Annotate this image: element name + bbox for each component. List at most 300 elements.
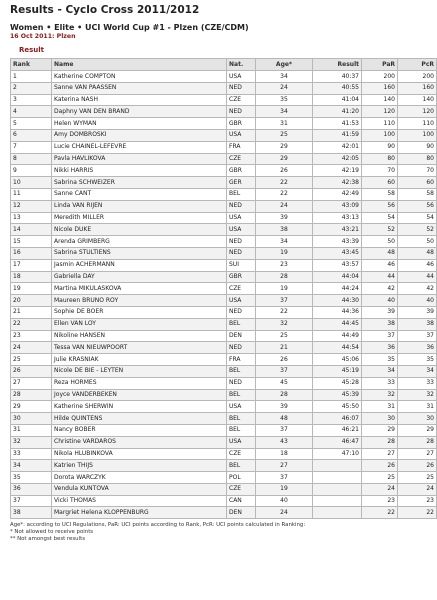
page-title: Results - Cyclo Cross 2011/2012 — [10, 4, 200, 16]
cell-pcr: 50 — [398, 236, 437, 248]
cell-rank: 34 — [11, 460, 52, 472]
col-header-rank: Rank — [11, 59, 52, 71]
cell-pcr: 25 — [398, 472, 437, 484]
cell-age: 37 — [256, 472, 313, 484]
cell-nat: NED — [227, 342, 256, 354]
cell-result: 43:39 — [313, 236, 362, 248]
cell-rank: 25 — [11, 354, 52, 366]
table-row — [11, 389, 437, 401]
cell-result: 41:59 — [313, 129, 362, 141]
cell-rank: 13 — [11, 212, 52, 224]
cell-name: Sabrina SCHWEIZER — [52, 177, 227, 189]
cell-name: Katrien THIJS — [52, 460, 227, 472]
cell-age: 35 — [256, 94, 313, 106]
cell-nat: GBR — [227, 165, 256, 177]
cell-pcr: 36 — [398, 342, 437, 354]
cell-pcr: 31 — [398, 401, 437, 413]
footnote-not-amongst-best: ** Not amongst best results — [10, 536, 86, 543]
cell-pcr: 32 — [398, 389, 437, 401]
cell-par: 39 — [362, 306, 398, 318]
cell-name: Katherine SHERWIN — [52, 401, 227, 413]
cell-age: 40 — [256, 495, 313, 507]
cell-par: 200 — [362, 71, 398, 83]
cell-pcr: 120 — [398, 106, 437, 118]
cell-pcr: 90 — [398, 141, 437, 153]
cell-pcr: 200 — [398, 71, 437, 83]
cell-age: 21 — [256, 342, 313, 354]
table-row — [11, 259, 437, 271]
cell-par: 29 — [362, 424, 398, 436]
cell-rank: 7 — [11, 141, 52, 153]
cell-name: Sanne VAN PAASSEN — [52, 82, 227, 94]
cell-par: 44 — [362, 271, 398, 283]
col-header-age: Age* — [256, 59, 313, 71]
table-row — [11, 413, 437, 425]
cell-rank: 15 — [11, 236, 52, 248]
cell-age: 34 — [256, 71, 313, 83]
cell-name: Lucie CHAINEL-LEFEVRE — [52, 141, 227, 153]
cell-nat: NED — [227, 82, 256, 94]
cell-rank: 29 — [11, 401, 52, 413]
cell-pcr: 100 — [398, 129, 437, 141]
event-date: 16 Oct 2011: Plzen — [10, 33, 76, 40]
cell-rank: 23 — [11, 330, 52, 342]
cell-nat: NED — [227, 236, 256, 248]
cell-nat: NED — [227, 377, 256, 389]
cell-pcr: 26 — [398, 460, 437, 472]
cell-name: Margriet Helena KLOPPENBURG — [52, 507, 227, 519]
col-header-result: Result — [313, 59, 362, 71]
cell-name: Ellen VAN LOY — [52, 318, 227, 330]
cell-pcr: 48 — [398, 247, 437, 259]
cell-nat: NED — [227, 200, 256, 212]
cell-age: 43 — [256, 436, 313, 448]
cell-rank: 12 — [11, 200, 52, 212]
table-row — [11, 306, 437, 318]
table-row — [11, 153, 437, 165]
cell-result: 42:19 — [313, 165, 362, 177]
cell-result: 45:06 — [313, 354, 362, 366]
event-subtitle: Women • Elite • UCI World Cup #1 - Plzen (CZE/CDM) — [10, 23, 249, 32]
cell-nat: BEL — [227, 188, 256, 200]
col-header-name: Name — [52, 59, 227, 71]
cell-rank: 5 — [11, 118, 52, 130]
cell-name: Nicole DE BIE - LEYTEN — [52, 365, 227, 377]
cell-rank: 37 — [11, 495, 52, 507]
cell-rank: 18 — [11, 271, 52, 283]
cell-rank: 22 — [11, 318, 52, 330]
table-row — [11, 212, 437, 224]
table-row — [11, 495, 437, 507]
cell-result: 44:04 — [313, 271, 362, 283]
cell-age: 26 — [256, 354, 313, 366]
col-header-nat: Nat. — [227, 59, 256, 71]
table-row — [11, 94, 437, 106]
table-header-row — [11, 59, 437, 71]
cell-age: 28 — [256, 389, 313, 401]
cell-result: 44:54 — [313, 342, 362, 354]
cell-rank: 10 — [11, 177, 52, 189]
cell-nat: DEN — [227, 507, 256, 519]
cell-age: 38 — [256, 224, 313, 236]
cell-result: 44:45 — [313, 318, 362, 330]
cell-nat: DEN — [227, 330, 256, 342]
cell-age: 25 — [256, 330, 313, 342]
cell-pcr: 140 — [398, 94, 437, 106]
table-row — [11, 365, 437, 377]
cell-name: Katerina NASH — [52, 94, 227, 106]
cell-par: 27 — [362, 448, 398, 460]
cell-age: 29 — [256, 141, 313, 153]
cell-name: Dorota WARCZYK — [52, 472, 227, 484]
cell-pcr: 24 — [398, 483, 437, 495]
cell-pcr: 22 — [398, 507, 437, 519]
table-row — [11, 342, 437, 354]
cell-pcr: 44 — [398, 271, 437, 283]
cell-pcr: 27 — [398, 448, 437, 460]
cell-rank: 27 — [11, 377, 52, 389]
cell-nat: FRA — [227, 354, 256, 366]
cell-age: 28 — [256, 271, 313, 283]
cell-rank: 16 — [11, 247, 52, 259]
cell-nat: BEL — [227, 460, 256, 472]
cell-nat: USA — [227, 71, 256, 83]
cell-age: 48 — [256, 413, 313, 425]
cell-rank: 17 — [11, 259, 52, 271]
cell-age: 37 — [256, 295, 313, 307]
cell-result: 44:24 — [313, 283, 362, 295]
cell-result — [313, 495, 362, 507]
col-header-par: PaR — [362, 59, 398, 71]
cell-result — [313, 483, 362, 495]
cell-rank: 19 — [11, 283, 52, 295]
table-row — [11, 354, 437, 366]
results-table — [10, 58, 437, 519]
cell-age: 24 — [256, 200, 313, 212]
cell-name: Amy DOMBROSKI — [52, 129, 227, 141]
cell-age: 27 — [256, 460, 313, 472]
cell-nat: CAN — [227, 495, 256, 507]
table-row — [11, 236, 437, 248]
cell-age: 18 — [256, 448, 313, 460]
cell-result — [313, 507, 362, 519]
cell-par: 24 — [362, 483, 398, 495]
cell-result: 46:21 — [313, 424, 362, 436]
cell-name: Julie KRASNIAK — [52, 354, 227, 366]
table-row — [11, 377, 437, 389]
table-row — [11, 188, 437, 200]
col-header-pcr: PcR — [398, 59, 437, 71]
cell-pcr: 35 — [398, 354, 437, 366]
table-row — [11, 318, 437, 330]
cell-rank: 26 — [11, 365, 52, 377]
cell-age: 24 — [256, 507, 313, 519]
cell-result: 43:09 — [313, 200, 362, 212]
cell-pcr: 38 — [398, 318, 437, 330]
cell-name: Helen WYMAN — [52, 118, 227, 130]
cell-name: Maureen BRUNO ROY — [52, 295, 227, 307]
cell-pcr: 29 — [398, 424, 437, 436]
cell-age: 45 — [256, 377, 313, 389]
cell-age: 37 — [256, 365, 313, 377]
cell-age: 29 — [256, 153, 313, 165]
cell-par: 52 — [362, 224, 398, 236]
cell-nat: USA — [227, 224, 256, 236]
cell-name: Hilde QUINTENS — [52, 413, 227, 425]
cell-rank: 11 — [11, 188, 52, 200]
table-row — [11, 271, 437, 283]
cell-name: Sanne CANT — [52, 188, 227, 200]
cell-rank: 1 — [11, 71, 52, 83]
cell-rank: 20 — [11, 295, 52, 307]
cell-result: 46:47 — [313, 436, 362, 448]
cell-pcr: 60 — [398, 177, 437, 189]
results-table-body — [11, 71, 437, 519]
cell-pcr: 30 — [398, 413, 437, 425]
cell-par: 30 — [362, 413, 398, 425]
cell-par: 160 — [362, 82, 398, 94]
cell-rank: 6 — [11, 129, 52, 141]
cell-par: 31 — [362, 401, 398, 413]
cell-rank: 33 — [11, 448, 52, 460]
cell-result: 47:10 — [313, 448, 362, 460]
cell-name: Jasmin ACHERMANN — [52, 259, 227, 271]
cell-nat: USA — [227, 129, 256, 141]
cell-nat: BEL — [227, 413, 256, 425]
cell-name: Meredith MILLER — [52, 212, 227, 224]
cell-nat: USA — [227, 401, 256, 413]
cell-result: 44:49 — [313, 330, 362, 342]
cell-name: Nikki HARRIS — [52, 165, 227, 177]
cell-rank: 3 — [11, 94, 52, 106]
cell-nat: CZE — [227, 283, 256, 295]
cell-pcr: 34 — [398, 365, 437, 377]
cell-name: Vendula KUNTOVA — [52, 483, 227, 495]
table-row — [11, 106, 437, 118]
cell-age: 31 — [256, 118, 313, 130]
table-row — [11, 436, 437, 448]
cell-nat: CZE — [227, 153, 256, 165]
table-row — [11, 200, 437, 212]
cell-result: 41:53 — [313, 118, 362, 130]
cell-pcr: 70 — [398, 165, 437, 177]
cell-name: Nikoline HANSEN — [52, 330, 227, 342]
cell-pcr: 39 — [398, 306, 437, 318]
table-row — [11, 401, 437, 413]
cell-nat: FRA — [227, 141, 256, 153]
cell-result: 42:38 — [313, 177, 362, 189]
table-row — [11, 507, 437, 519]
cell-name: Sophie DE BOER — [52, 306, 227, 318]
table-row — [11, 129, 437, 141]
cell-name: Nancy BOBER — [52, 424, 227, 436]
cell-pcr: 28 — [398, 436, 437, 448]
cell-par: 56 — [362, 200, 398, 212]
cell-pcr: 54 — [398, 212, 437, 224]
cell-nat: BEL — [227, 424, 256, 436]
cell-par: 34 — [362, 365, 398, 377]
cell-result: 44:36 — [313, 306, 362, 318]
cell-par: 23 — [362, 495, 398, 507]
table-row — [11, 82, 437, 94]
cell-par: 120 — [362, 106, 398, 118]
cell-age: 22 — [256, 177, 313, 189]
cell-pcr: 40 — [398, 295, 437, 307]
cell-age: 26 — [256, 165, 313, 177]
cell-age: 34 — [256, 106, 313, 118]
section-heading-result: Result — [19, 46, 45, 54]
table-row — [11, 141, 437, 153]
cell-nat: GER — [227, 177, 256, 189]
cell-rank: 32 — [11, 436, 52, 448]
cell-par: 90 — [362, 141, 398, 153]
cell-age: 19 — [256, 283, 313, 295]
table-row — [11, 283, 437, 295]
table-row — [11, 118, 437, 130]
cell-nat: USA — [227, 295, 256, 307]
table-row — [11, 424, 437, 436]
cell-result: 44:30 — [313, 295, 362, 307]
cell-par: 32 — [362, 389, 398, 401]
cell-nat: SUI — [227, 259, 256, 271]
cell-result: 43:21 — [313, 224, 362, 236]
cell-rank: 30 — [11, 413, 52, 425]
cell-par: 80 — [362, 153, 398, 165]
table-row — [11, 330, 437, 342]
cell-name: Linda VAN RIJEN — [52, 200, 227, 212]
cell-par: 46 — [362, 259, 398, 271]
cell-name: Gabriella DAY — [52, 271, 227, 283]
cell-par: 42 — [362, 283, 398, 295]
cell-par: 22 — [362, 507, 398, 519]
cell-nat: CZE — [227, 448, 256, 460]
cell-rank: 36 — [11, 483, 52, 495]
cell-name: Christine VARDAROS — [52, 436, 227, 448]
cell-nat: CZE — [227, 483, 256, 495]
cell-nat: GBR — [227, 118, 256, 130]
cell-result: 42:01 — [313, 141, 362, 153]
cell-pcr: 160 — [398, 82, 437, 94]
cell-rank: 38 — [11, 507, 52, 519]
cell-nat: NED — [227, 106, 256, 118]
cell-name: Joyce VANDERBEKEN — [52, 389, 227, 401]
cell-result: 42:05 — [313, 153, 362, 165]
cell-par: 28 — [362, 436, 398, 448]
cell-par: 25 — [362, 472, 398, 484]
cell-age: 32 — [256, 318, 313, 330]
table-row — [11, 165, 437, 177]
table-row — [11, 460, 437, 472]
cell-name: Arenda GRIMBERG — [52, 236, 227, 248]
cell-result: 40:55 — [313, 82, 362, 94]
cell-par: 48 — [362, 247, 398, 259]
table-row — [11, 295, 437, 307]
cell-rank: 35 — [11, 472, 52, 484]
cell-age: 22 — [256, 188, 313, 200]
cell-par: 100 — [362, 129, 398, 141]
cell-par: 140 — [362, 94, 398, 106]
cell-par: 58 — [362, 188, 398, 200]
cell-result — [313, 460, 362, 472]
cell-pcr: 37 — [398, 330, 437, 342]
cell-par: 37 — [362, 330, 398, 342]
cell-par: 70 — [362, 165, 398, 177]
cell-result: 42:49 — [313, 188, 362, 200]
cell-name: Katherine COMPTON — [52, 71, 227, 83]
cell-par: 26 — [362, 460, 398, 472]
table-row — [11, 483, 437, 495]
cell-nat: BEL — [227, 389, 256, 401]
cell-pcr: 46 — [398, 259, 437, 271]
cell-pcr: 42 — [398, 283, 437, 295]
cell-result: 45:19 — [313, 365, 362, 377]
cell-age: 24 — [256, 82, 313, 94]
cell-rank: 4 — [11, 106, 52, 118]
cell-age: 23 — [256, 259, 313, 271]
cell-pcr: 80 — [398, 153, 437, 165]
cell-nat: NED — [227, 247, 256, 259]
cell-pcr: 33 — [398, 377, 437, 389]
cell-result: 43:45 — [313, 247, 362, 259]
cell-pcr: 110 — [398, 118, 437, 130]
cell-result: 46:07 — [313, 413, 362, 425]
cell-result: 43:13 — [313, 212, 362, 224]
cell-nat: USA — [227, 436, 256, 448]
cell-rank: 21 — [11, 306, 52, 318]
table-row — [11, 472, 437, 484]
cell-rank: 24 — [11, 342, 52, 354]
cell-name: Martina MIKULASKOVA — [52, 283, 227, 295]
cell-result — [313, 472, 362, 484]
footnotes — [10, 522, 403, 543]
cell-name: Daphny VAN DEN BRAND — [52, 106, 227, 118]
cell-age: 34 — [256, 236, 313, 248]
cell-pcr: 23 — [398, 495, 437, 507]
cell-nat: GBR — [227, 271, 256, 283]
footnote-not-allowed: * Not allowed to receive points — [10, 529, 94, 536]
cell-par: 60 — [362, 177, 398, 189]
table-row — [11, 247, 437, 259]
cell-rank: 9 — [11, 165, 52, 177]
cell-nat: BEL — [227, 318, 256, 330]
cell-age: 19 — [256, 247, 313, 259]
cell-result: 45:28 — [313, 377, 362, 389]
cell-par: 50 — [362, 236, 398, 248]
cell-par: 33 — [362, 377, 398, 389]
cell-name: Sabrina STULTIENS — [52, 247, 227, 259]
cell-age: 39 — [256, 401, 313, 413]
cell-result: 45:39 — [313, 389, 362, 401]
cell-name: Vicki THOMAS — [52, 495, 227, 507]
cell-rank: 31 — [11, 424, 52, 436]
cell-par: 38 — [362, 318, 398, 330]
cell-pcr: 56 — [398, 200, 437, 212]
cell-result: 45:50 — [313, 401, 362, 413]
cell-nat: POL — [227, 472, 256, 484]
cell-rank: 28 — [11, 389, 52, 401]
cell-age: 37 — [256, 424, 313, 436]
table-row — [11, 224, 437, 236]
cell-age: 19 — [256, 483, 313, 495]
cell-age: 22 — [256, 306, 313, 318]
cell-result: 41:20 — [313, 106, 362, 118]
cell-pcr: 52 — [398, 224, 437, 236]
cell-pcr: 58 — [398, 188, 437, 200]
cell-par: 40 — [362, 295, 398, 307]
cell-nat: BEL — [227, 365, 256, 377]
cell-name: Nicole DUKE — [52, 224, 227, 236]
cell-par: 36 — [362, 342, 398, 354]
